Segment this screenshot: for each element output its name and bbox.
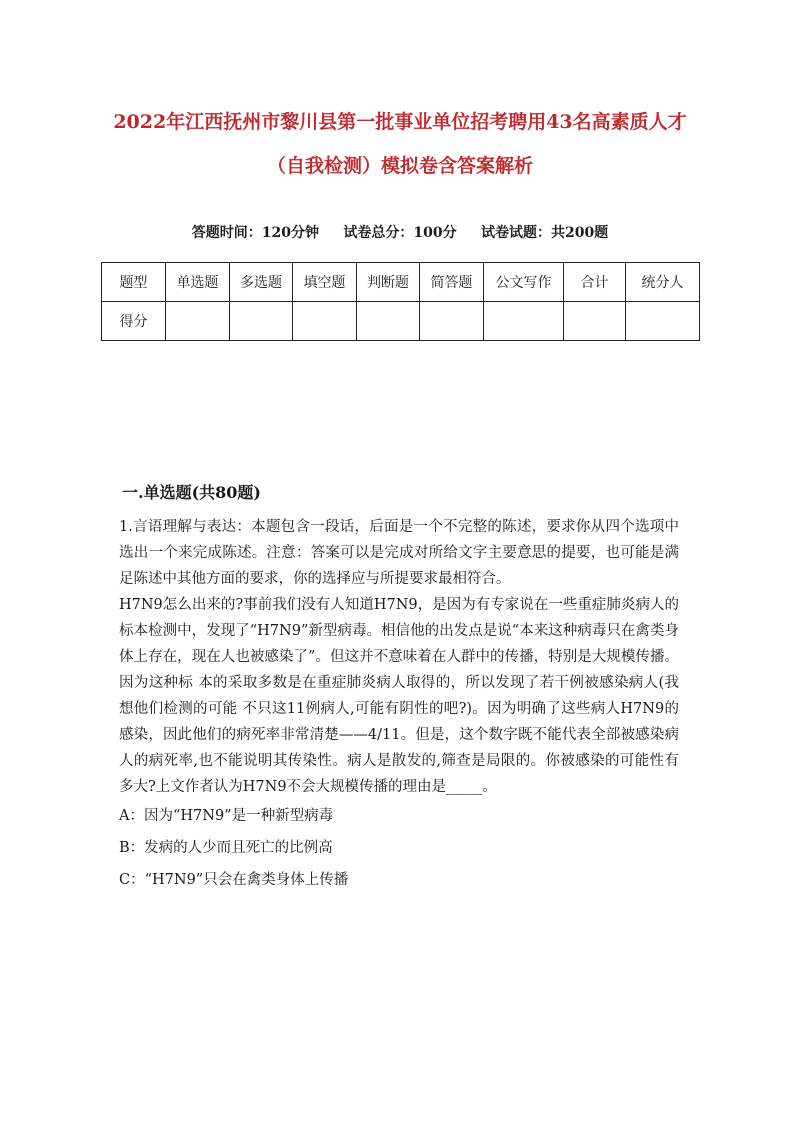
empty-score-cell <box>293 302 357 341</box>
empty-score-cell <box>230 302 293 341</box>
question-instruction: 1.言语理解与表达：本题包含一段话，后面是一个不完整的陈述，要求你从四个选项中选出一个来完成陈述。注意：答案可以是完成对所给文字主要意思的提要，也可能是满足陈述中其他方面的要求，你的选择应与所提要求最相符合。 <box>119 519 679 587</box>
row-label-cell: 得分 <box>102 302 166 341</box>
table-header-cell: 多选题 <box>230 263 293 302</box>
table-header-cell: 简答题 <box>420 263 484 302</box>
empty-score-cell <box>420 302 484 341</box>
empty-score-cell <box>626 302 700 341</box>
empty-score-cell <box>484 302 564 341</box>
score-table-header-row <box>102 263 700 302</box>
option-b: B：发病的人少而且死亡的比例高 <box>119 840 333 856</box>
table-header-cell: 单选题 <box>166 263 230 302</box>
document-title: 2022年江西抚州市黎川县第一批事业单位招考聘用43名高素质人才（自我检测）模拟卷含答案解析 <box>113 111 687 177</box>
exam-meta-line: 答题时间：120分钟 试卷总分：100分 试卷试题：共200题 <box>191 225 609 241</box>
table-header-cell: 统分人 <box>626 263 700 302</box>
section-heading: 一.单选题(共80题) <box>122 483 261 502</box>
score-table-score-row <box>102 302 700 341</box>
option-a: A：因为“H7N9”是一种新型病毒 <box>119 808 334 824</box>
option-c: C：“H7N9”只会在禽类身体上传播 <box>119 872 349 888</box>
empty-score-cell <box>357 302 420 341</box>
score-table <box>101 262 700 341</box>
question-block <box>119 514 679 896</box>
table-header-cell: 合计 <box>564 263 626 302</box>
question-passage: H7N9怎么出来的?事前我们没有人知道H7N9，是因为有专家说在一些重症肺炎病人的标本检测中，发现了“H7N9”新型病毒。相信他的出发点是说“本来这种病毒只在禽类身体上存在，现在人也被感染了”。但这并不意味着在人群中的传播，特别是大规模传播。因为这种标 本的采取多数是在重症肺炎病人取得的，所以发现了若干例被感染病人(我想他们检测的可能 不只这11例病人,可能有阴性的吧?)。因为明确了这些病人H7N9的感染，因此他们的病死率非常清楚——4/11。但是，这个数字既不能代表全部被感染病人的病死率,也不能说明其传染性。病人是散发的,筛查是局限的。你被感染的可能性有多大?上文作者认为H7N9不会大规模传播的理由是_____。 <box>119 597 679 795</box>
table-header-cell: 填空题 <box>293 263 357 302</box>
table-header-cell: 题型 <box>102 263 166 302</box>
table-header-cell: 公文写作 <box>484 263 564 302</box>
empty-score-cell <box>166 302 230 341</box>
table-header-cell: 判断题 <box>357 263 420 302</box>
empty-score-cell <box>564 302 626 341</box>
